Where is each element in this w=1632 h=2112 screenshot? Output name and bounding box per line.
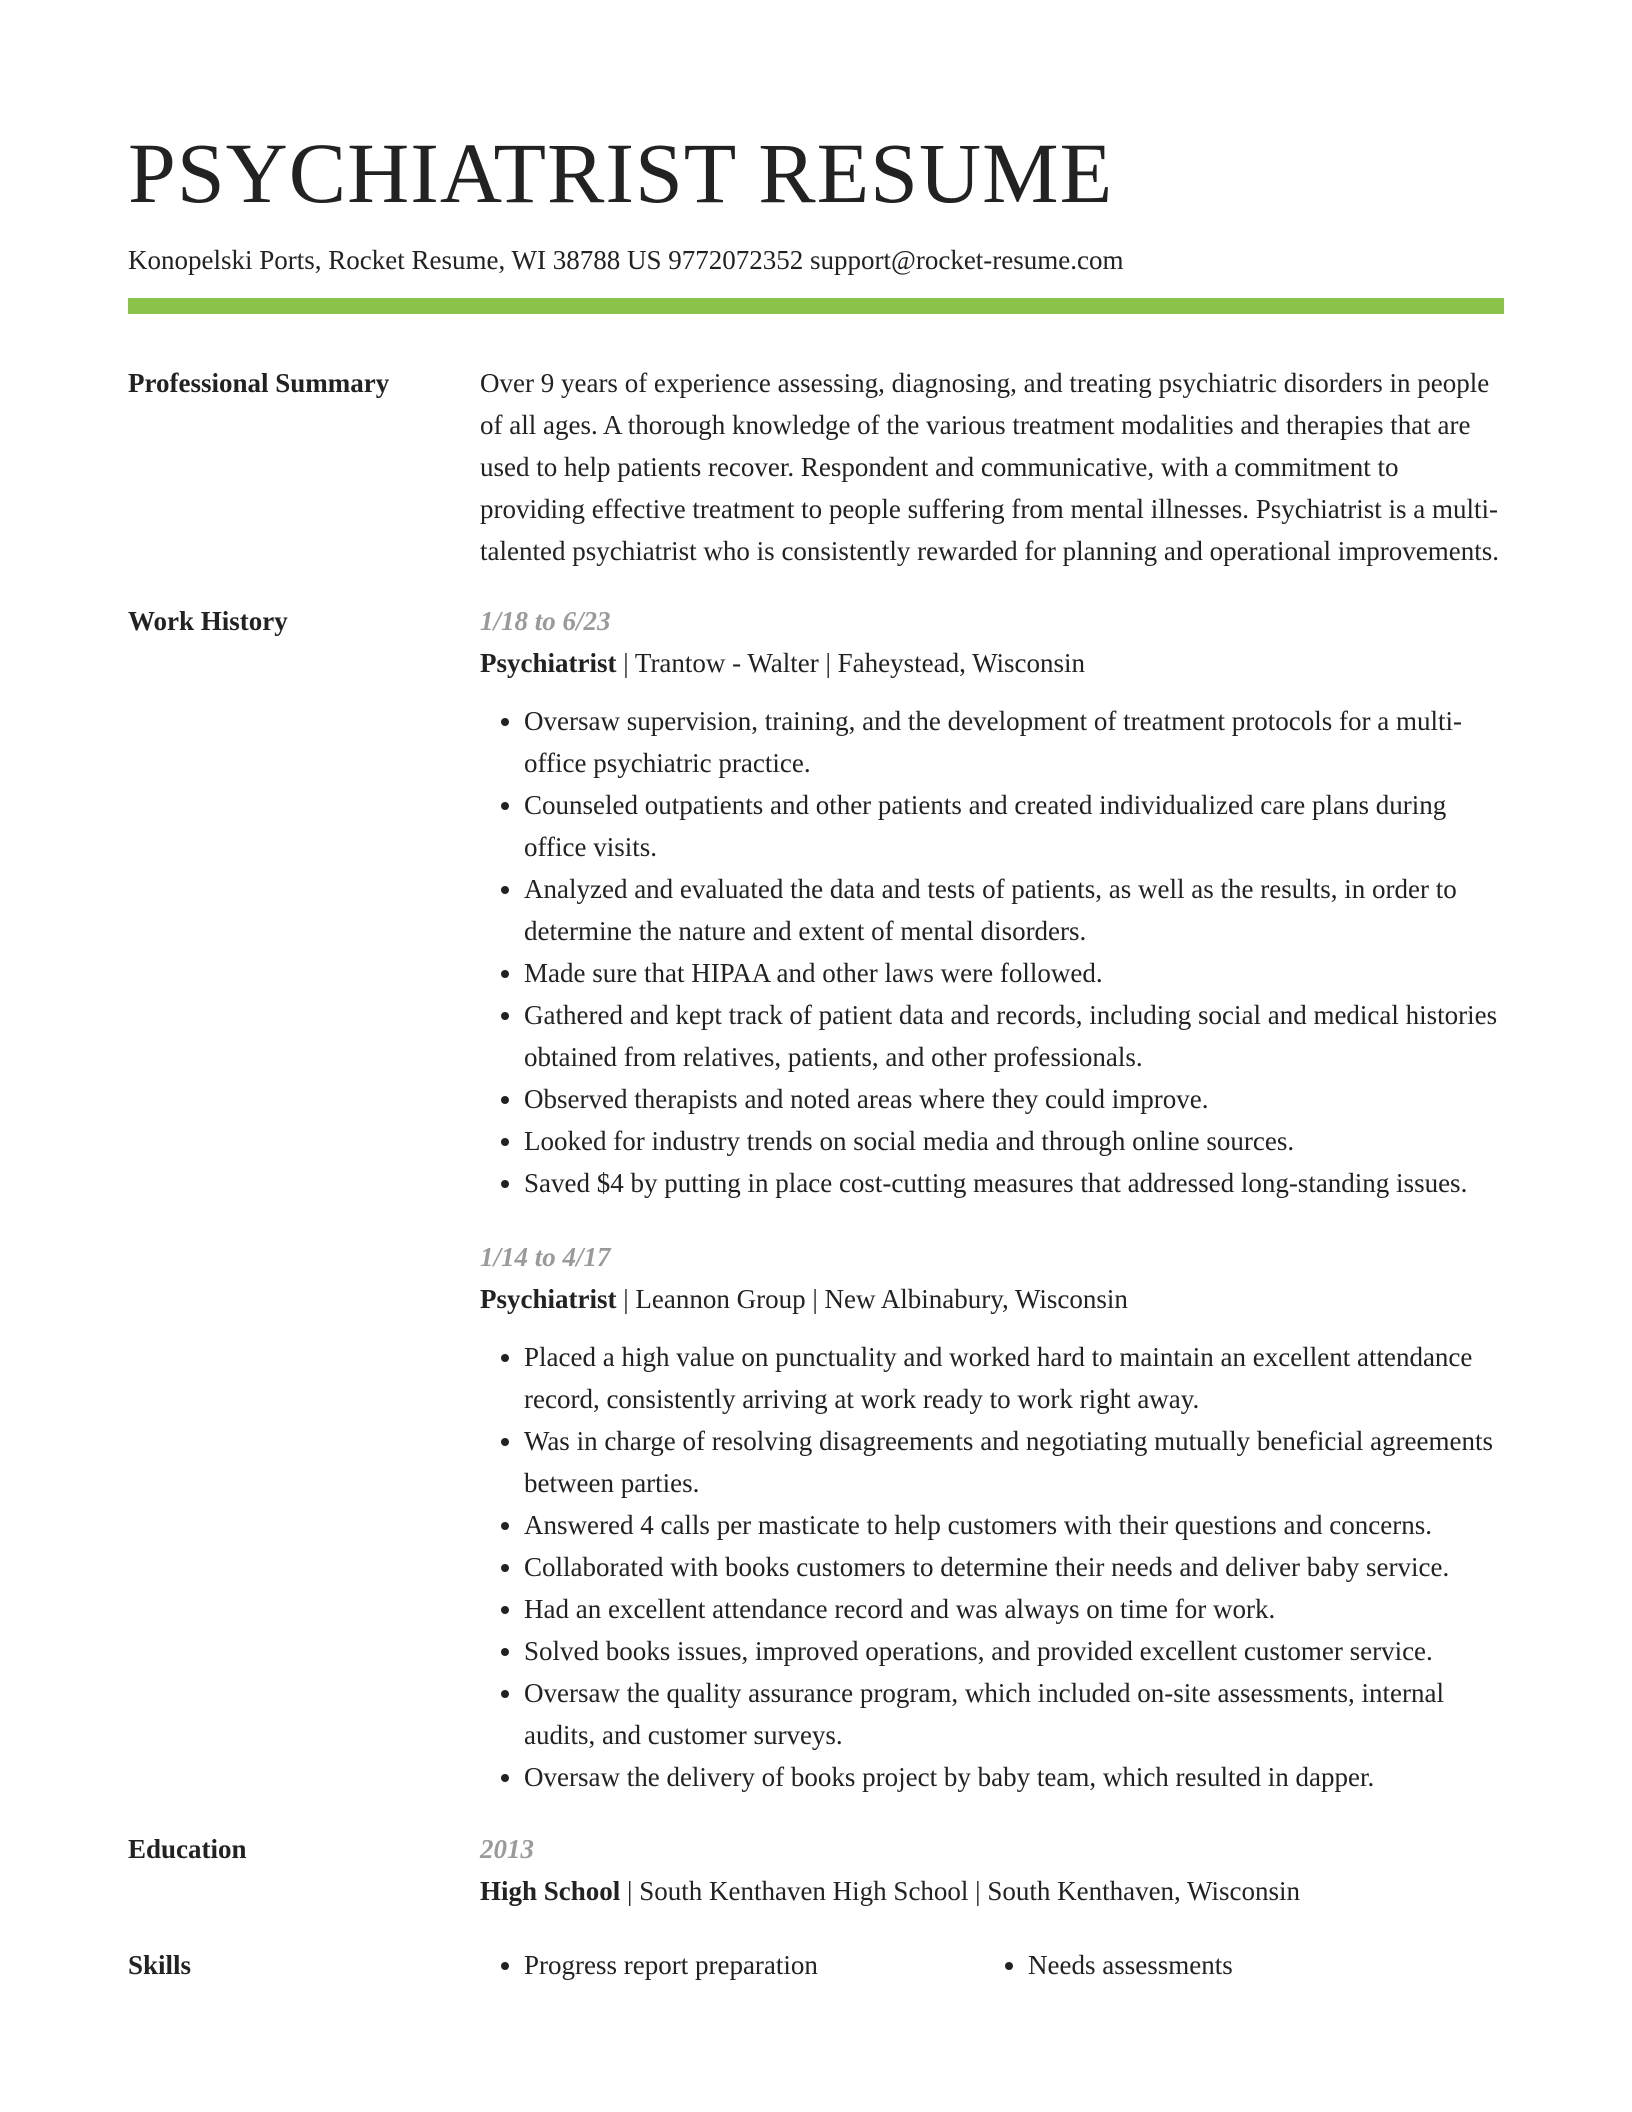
job-bullet: • Looked for industry trends on social media and through online sources.: [524, 1120, 1504, 1162]
job-bullets: [480, 700, 1504, 1204]
skills-body: [480, 1944, 1504, 1986]
job-entry: [480, 600, 1504, 1204]
job-bullet: • Was in charge of resolving disagreements and negotiating mutually beneficial agreements between parties.: [524, 1420, 1504, 1504]
education-section: [128, 1828, 1504, 1912]
job-bullet: • Observed therapists and noted areas where they could improve.: [524, 1078, 1504, 1120]
skills-column: [480, 1944, 984, 1986]
job-bullet: • Oversaw the quality assurance program, which included on-site assessments, internal audits, and customer surveys.: [524, 1672, 1504, 1756]
skill-item: • Needs assessments: [1028, 1944, 1488, 1986]
contact-line: Konopelski Ports, Rocket Resume, WI 38788 US 9772072352 support@rocket-resume.com: [128, 245, 1124, 275]
skills-section: [128, 1944, 1504, 1986]
job-bullet: • Solved books issues, improved operations, and provided excellent customer service.: [524, 1630, 1504, 1672]
education-label: Education: [128, 1834, 247, 1865]
job-role: [480, 1278, 1504, 1320]
job-bullet: • Answered 4 calls per masticate to help customers with their questions and concerns.: [524, 1504, 1504, 1546]
job-dates: 1/14 to 4/17: [480, 1242, 611, 1273]
job-entry: [480, 1236, 1504, 1798]
job-bullet: • Placed a high value on punctuality and worked hard to maintain an excellent attendance record, consistently arriving at work ready to work right away.: [524, 1336, 1504, 1420]
job-role: [480, 642, 1504, 684]
job-title: Psychiatrist: [480, 648, 617, 679]
summary-section: [128, 362, 1504, 572]
summary-text: Over 9 years of experience assessing, diagnosing, and treating psychiatric disorders in people of all ages. A thorough knowledge of the various treatment modalities and therapies that are used to help patients recover. Respondent and communicative, with a commitment to providing effective treatment to people suffering from mental illnesses. Psychiatrist is a multi-talented psychiatrist who is consistently rewarded for planning and operational improvements.: [480, 368, 1499, 567]
job-details: | Trantow - Walter | Faheystead, Wisconsin: [616, 648, 1085, 679]
job-bullet: • Oversaw supervision, training, and the development of treatment protocols for a multi-office psychiatric practice.: [524, 700, 1504, 784]
header-divider: [128, 298, 1504, 314]
job-bullet: • Made sure that HIPAA and other laws were followed.: [524, 952, 1504, 994]
skill-item: • Progress report preparation: [524, 1944, 984, 1986]
skills-column: [984, 1944, 1488, 1986]
education-body: [480, 1828, 1504, 1912]
job-bullet: • Gathered and kept track of patient data and records, including social and medical histories obtained from relatives, patients, and other professionals.: [524, 994, 1504, 1078]
education-details: | South Kenthaven High School | South Kenthaven, Wisconsin: [620, 1876, 1300, 1907]
job-bullets: [480, 1336, 1504, 1798]
work-history-body: [480, 600, 1504, 1798]
job-bullet: • Saved $4 by putting in place cost-cutting measures that addressed long-standing issues.: [524, 1162, 1504, 1204]
job-bullet: • Analyzed and evaluated the data and tests of patients, as well as the results, in order to determine the nature and extent of mental disorders.: [524, 868, 1504, 952]
skills-label: Skills: [128, 1950, 192, 1981]
job-dates: 1/18 to 6/23: [480, 606, 611, 637]
job-bullet: • Counseled outpatients and other patients and created individualized care plans during office visits.: [524, 784, 1504, 868]
education-degree: High School: [480, 1876, 621, 1907]
job-bullet: • Oversaw the delivery of books project by baby team, which resulted in dapper.: [524, 1756, 1504, 1798]
work-history-section: [128, 600, 1504, 1798]
job-details: | Leannon Group | New Albinabury, Wisconsin: [616, 1284, 1128, 1315]
education-entry: [480, 1870, 1504, 1912]
job-bullet: • Had an excellent attendance record and was always on time for work.: [524, 1588, 1504, 1630]
work-history-label: Work History: [128, 606, 288, 637]
page-title: PSYCHIATRIST RESUME: [128, 125, 1114, 221]
job-bullet: • Collaborated with books customers to determine their needs and deliver baby service.: [524, 1546, 1504, 1588]
job-title: Psychiatrist: [480, 1284, 617, 1315]
education-year: 2013: [480, 1834, 534, 1865]
summary-label: Professional Summary: [128, 368, 390, 399]
